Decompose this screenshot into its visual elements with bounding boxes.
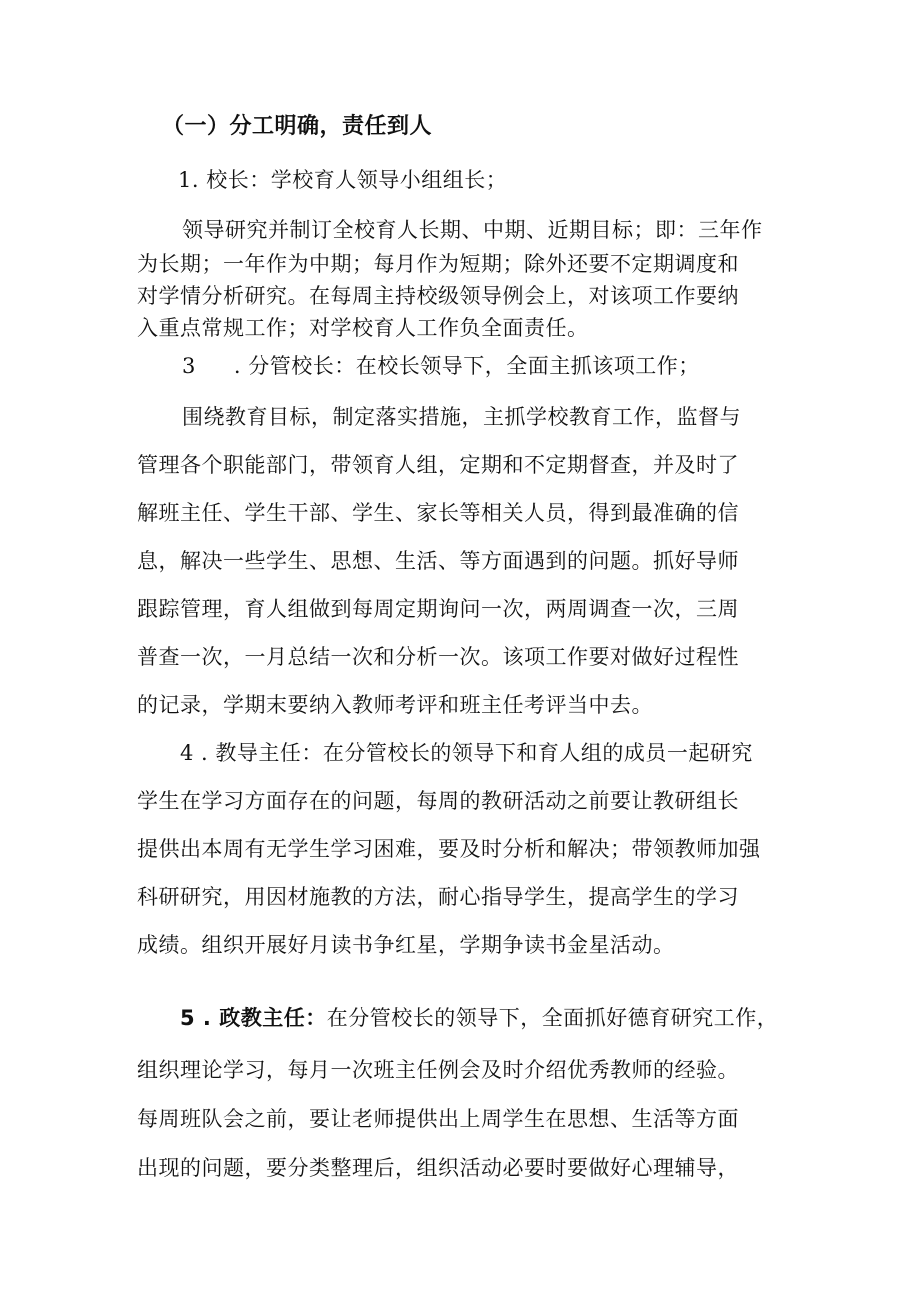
- paragraph-line: 解班主任、学生干部、学生、家长等相关人员，得到最准确的信: [137, 501, 739, 525]
- paragraph-line: 跟踪管理，育人组做到每周定期询问一次，两周调查一次，三周: [137, 597, 739, 621]
- paragraph-line: 科研研究，用因材施教的方法，耐心指导学生，提高学生的学习: [137, 885, 739, 909]
- paragraph-line: 普查一次，一月总结一次和分析一次。该项工作要对做好过程性: [137, 645, 739, 669]
- item-title: . 分管校长：在校长领导下，全面主抓该项工作；: [233, 354, 700, 378]
- paragraph-line: [180, 1004, 778, 1032]
- section-heading: （一）分工明确，责任到人: [162, 114, 433, 139]
- paragraph-line: 息，解决一些学生、思想、生活、等方面遇到的问题。抓好导师: [137, 549, 739, 573]
- political-director-label: 5 . 政教主任：: [180, 1006, 327, 1030]
- principal-title: 1. 校长：学校育人领导小组组长；: [178, 168, 508, 192]
- paragraph-line: 成绩。组织开展好月读书争红星，学期争读书金星活动。: [137, 933, 675, 957]
- item-number: 3: [182, 354, 196, 378]
- paragraph-line: 出现的问题，要分类整理后，组织活动必要时要做好心理辅导，: [137, 1156, 739, 1180]
- paragraph-line: 入重点常规工作；对学校育人工作负全面责任。: [137, 316, 589, 340]
- paragraph-line: 的记录，学期末要纳入教师考评和班主任考评当中去。: [137, 693, 653, 717]
- paragraph-line: 对学情分析研究。在每周主持校级领导例会上，对该项工作要纳: [137, 284, 739, 308]
- paragraph-line: 为长期；一年作为中期；每月作为短期；除外还要不定期调度和: [137, 252, 739, 276]
- paragraph-line: 4 . 教导主任：在分管校长的领导下和育人组的成员一起研究: [180, 741, 753, 765]
- paragraph-text: 在分管校长的领导下，全面抓好德育研究工作，: [326, 1006, 779, 1030]
- paragraph-line: 提供出本周有无学生学习困难，要及时分析和解决；带领教师加强: [137, 837, 761, 861]
- paragraph-line: 学生在学习方面存在的问题，每周的教研活动之前要让教研组长: [137, 789, 739, 813]
- paragraph-line: 每周班队会之前，要让老师提供出上周学生在思想、生活等方面: [137, 1107, 739, 1131]
- paragraph-line: 管理各个职能部门，带领育人组，定期和不定期督查，并及时了: [137, 453, 739, 477]
- paragraph-line: 领导研究并制订全校育人长期、中期、近期目标；即：三年作: [182, 218, 763, 242]
- paragraph-line: 组织理论学习，每月一次班主任例会及时介绍优秀教师的经验。: [137, 1058, 739, 1082]
- paragraph-line: 围绕教育目标，制定落实措施，主抓学校教育工作，监督与: [182, 405, 741, 429]
- vice-principal-title: [182, 352, 700, 380]
